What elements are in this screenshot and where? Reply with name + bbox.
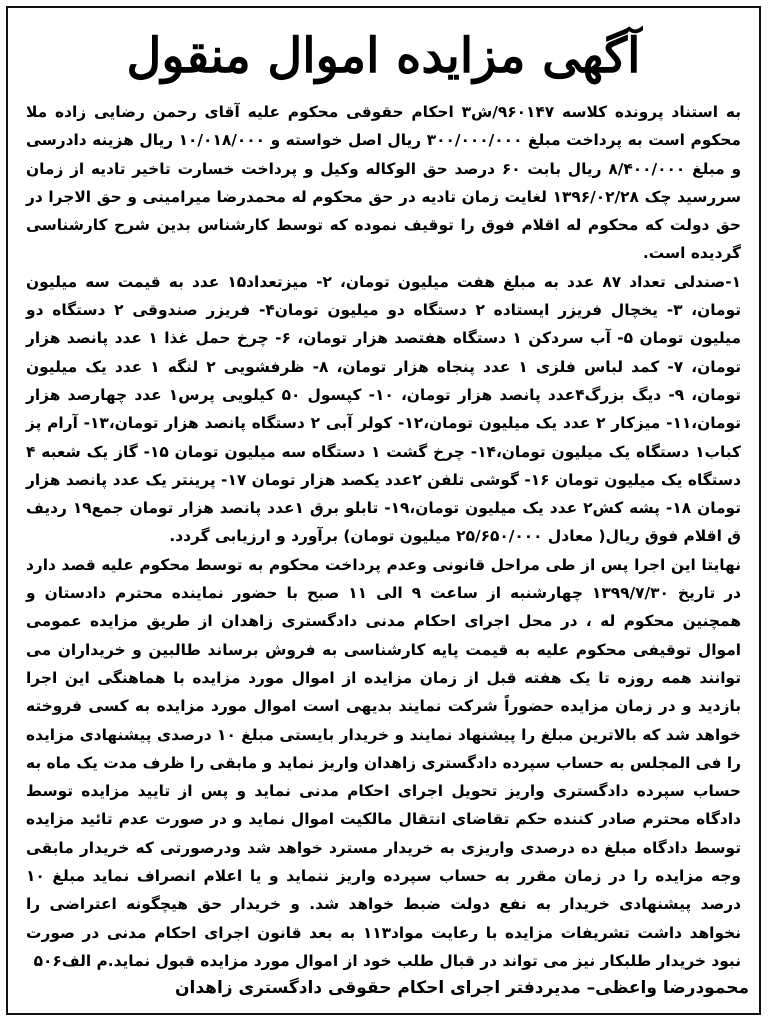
paragraph-case-details: به استناد پرونده کلاسه ۹۶۰۱۴۷/ش۳ احکام حقوقی محکوم علیه آقای رحمن رضایی زاده ملا محکوم است به پرداخت مبلغ ۳۰۰/۰۰۰/۰۰۰ ریال اصل خواسته و ۱۰/۰۱۸/۰۰۰ ریال هزینه دادرسی و مبلغ ۸/۴۰۰/۰۰۰ ریال بابت ۶۰ درصد حق الوکاله وکیل و پرداخت خسارت تاخیر تادیه از زمان سررسید چک ۱۳۹۶/۰۲/۲۸ لغایت زمان تادیه در حق محکوم له محمدرضا میرامینی و حق الاجرا در حق دولت که محکوم له اقلام فوق را توقیف نموده که توسط کارشناس بدین شرح کارشناسی گردیده است.	[26, 103, 742, 263]
notice-title: آگهی مزایده اموال منقول	[126, 28, 641, 84]
notice-body	[26, 98, 741, 975]
signature-line: محمودرضا واعظی– مدیردفتر اجرای احکام حقوقی دادگستری زاهدان	[175, 978, 749, 998]
paragraph-item-list: ۱-صندلی تعداد ۸۷ عدد به مبلغ هفت میلیون تومان، ۲- میزتعداد۱۵ عدد به قیمت سه میلیون تومان، ۳- یخچال فریزر ایستاده ۲ دستگاه دو میلیون تومان۴- فریزر صندوقی ۲ دستگاه دو میلیون تومان ۵- آب سردکن ۱ دستگاه هفتصد هزار تومان، ۶- چرخ حمل غذا ۱ عدد پانصد هزار تومان، ۷- کمد لباس فلزی ۱ عدد پنجاه هزار تومان، ۸- ظرفشویی ۲ لنگه ۱ عدد یک میلیون تومان، ۹- دیگ بزرگ۴عدد پانصد هزار تومان، ۱۰- کپسول ۵۰ کیلویی پرس۱ عدد چهارصد هزار تومان،۱۱- میزکار ۲ عدد یک میلیون تومان،۱۲- کولر آبی ۲ دستگاه پانصد هزار تومان،۱۳- آرام پز کباب۱ دستگاه یک میلیون تومان،۱۴- چرخ گشت ۱ دستگاه سه میلیون تومان ۱۵- گاز یک شعبه ۴ دستگاه یک میلیون تومان ۱۶- گوشی تلفن ۲عدد یکصد هزار تومان ۱۷- پرینتر یک عدد پانصد هزار تومان ۱۸- پشه کش۲ عدد یک میلیون تومان،۱۹- تابلو برق ۱عدد پانصد هزار تومان جمع۱۹ ردیف ق اقلام فوق ریال( معادل ۲۵/۶۵۰/۰۰۰ میلیون تومان) برآورد و ارزیابی گردد.	[26, 272, 742, 546]
notice-frame	[6, 6, 761, 1015]
paragraph-auction-terms: نهایتا این اجرا پس از طی مراحل قانونی وعدم پرداخت محکوم به توسط محکوم علیه قصد دارد در تاریخ ۱۳۹۹/۷/۳۰ چهارشنبه از ساعت ۹ الی ۱۱ صبح با حضور نماینده محترم دادستان و همچنین محکوم له ، در محل اجرای احکام مدنی دادگستری زاهدان از طریق مزایده عمومی اموال توقیفی محکوم علیه به قیمت پایه کارشناسی به فروش برساند طالبین و خریداران می توانند همه روزه تا یک هفته قبل از زمان مزایده از اموال مورد مزایده با هماهنگی این اجرا بازدید و در زمان مزایده حضوراً شرکت نمایند بدیهی است اموال مورد مزایده به کسی فروخته خواهد شد که بالاترین مبلغ را پیشنهاد نمایند و خریدار بایستی مبلغ ۱۰ درصدی پیشنهادی مزایده را فی المجلس به حساب سپرده دادگستری زاهدان واریز نماید و مابقی را ظرف مدت یک ماه به حساب سپرده دادگستری واریز تحویل اجرای احکام مدنی نماید و پس از تایید مزایده توسط دادگاه محترم صادر کننده حکم تقاضای انتقال مالکیت اموال نماید و در صورت عدم تائید مزایده توسط دادگاه مبلغ ده درصدی واریزی به خریدار مسترد خواهد شد ودرصورتی که خریدار مابقی وجه مزایده را در زمان مقرر به حساب سپرده واریز ننماید و یا اعلام انصراف نماید مبلغ ۱۰ درصد پیشنهادی خریدار به نفع دولت ضبط خواهد شد. و خریدار حق هیچگونه اعتراضی را نخواهد داشت تشریفات مزایده با رعایت مواد۱۱۳ به بعد قانون اجرای احکام مدنی در صورت نبود خریدار طلبکار نیز می تواند در قبال طلب خود از اموال مورد مزایده قبول نماید.م الف۵۰۶	[26, 555, 741, 970]
